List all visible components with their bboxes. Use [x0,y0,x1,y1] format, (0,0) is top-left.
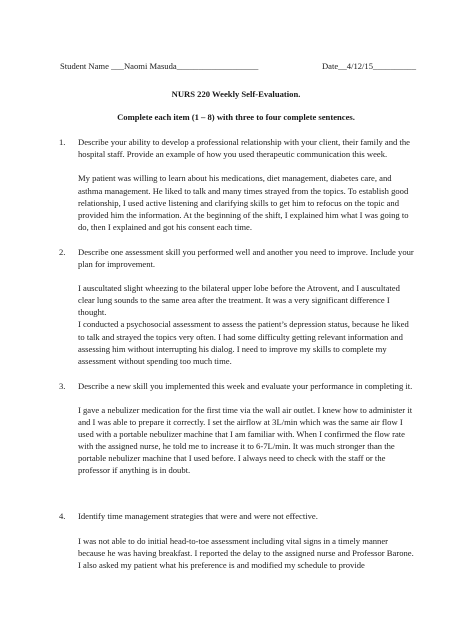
student-name-line: Student Name ___Naomi Masuda___________________ [60,61,259,71]
question-2 [56,246,416,270]
question-number: 1. [59,137,66,148]
answer-3 [78,404,416,477]
question-4 [56,510,416,522]
page-subtitle: Complete each item (1 – 8) with three to four complete sentences. [117,112,355,123]
question-number: 2. [59,246,66,257]
date-line: Date__4/12/15__________ [321,61,416,71]
answer-paragraph: My patient was willing to learn about his medications, diet management, diabetes care, and asthma management. He liked to talk and many times strayed from the topics. To establish good relationship, I used active listening and clarifying skills to get him to refocus on the topic and provided him the information. At the beginning of the shift, I explained him what I was going to do, then I explained and got his consent each time. [78,173,409,232]
question-1 [56,136,416,160]
question-number: 4. [59,511,66,522]
question-3 [56,380,416,392]
answer-paragraph: I conducted a psychosocial assessment to assess the patient’s depression status, because he liked to talk and strayed the topics very often. I had some difficulty getting relevant information and assessing him without interrupting his dialog. I need to improve my skills to complete my assessment without spending too much time. [78,319,409,366]
answer-1 [78,172,416,232]
answer-paragraph: I gave a nebulizer medication for the first time via the wall air outlet. I knew how to administer it and I was able to prepare it correctly. I set the airflow at 3L/min which was the same air flow I used with a portable nebulizer machine that I am familiar with. When I confirmed the flow rate with the assigned nurse, he told me to increase it to 6-7L/min. It was much stronger than the portable nebulizer machine that I used before. I always need to check with the staff or the professor if anything is in doubt. [78,404,413,476]
question-text: Describe one assessment skill you performed well and another you need to improve. Include your plan for improvement. [78,246,414,270]
page-title: NURS 220 Weekly Self-Evaluation. [171,89,301,100]
answer-2 [78,282,416,367]
question-number: 3. [59,380,66,391]
answer-4 [78,535,416,571]
question-text: Describe your ability to develop a professional relationship with your client, their family and the hospital staff. Provide an example of how you used therapeutic communication this week. [78,137,410,160]
header-row [60,60,416,72]
question-text: Describe a new skill you implemented this week and evaluate your performance in completing it. [78,380,413,391]
answer-paragraph: I auscultated slight wheezing to the bilateral upper lobe before the Atrovent, and I auscultated clear lung sounds to the same area after the treatment. It was a very significant difference I thought. [78,283,400,318]
answer-paragraph: I was not able to do initial head-to-toe assessment including vital signs in a timely manner because he was having breakfast. I reported the delay to the assigned nurse and Professor Barone. I also asked my patient what his preference is and modified my schedule to provide [78,535,414,570]
question-text: Identify time management strategies that were and were not effective. [78,511,318,522]
